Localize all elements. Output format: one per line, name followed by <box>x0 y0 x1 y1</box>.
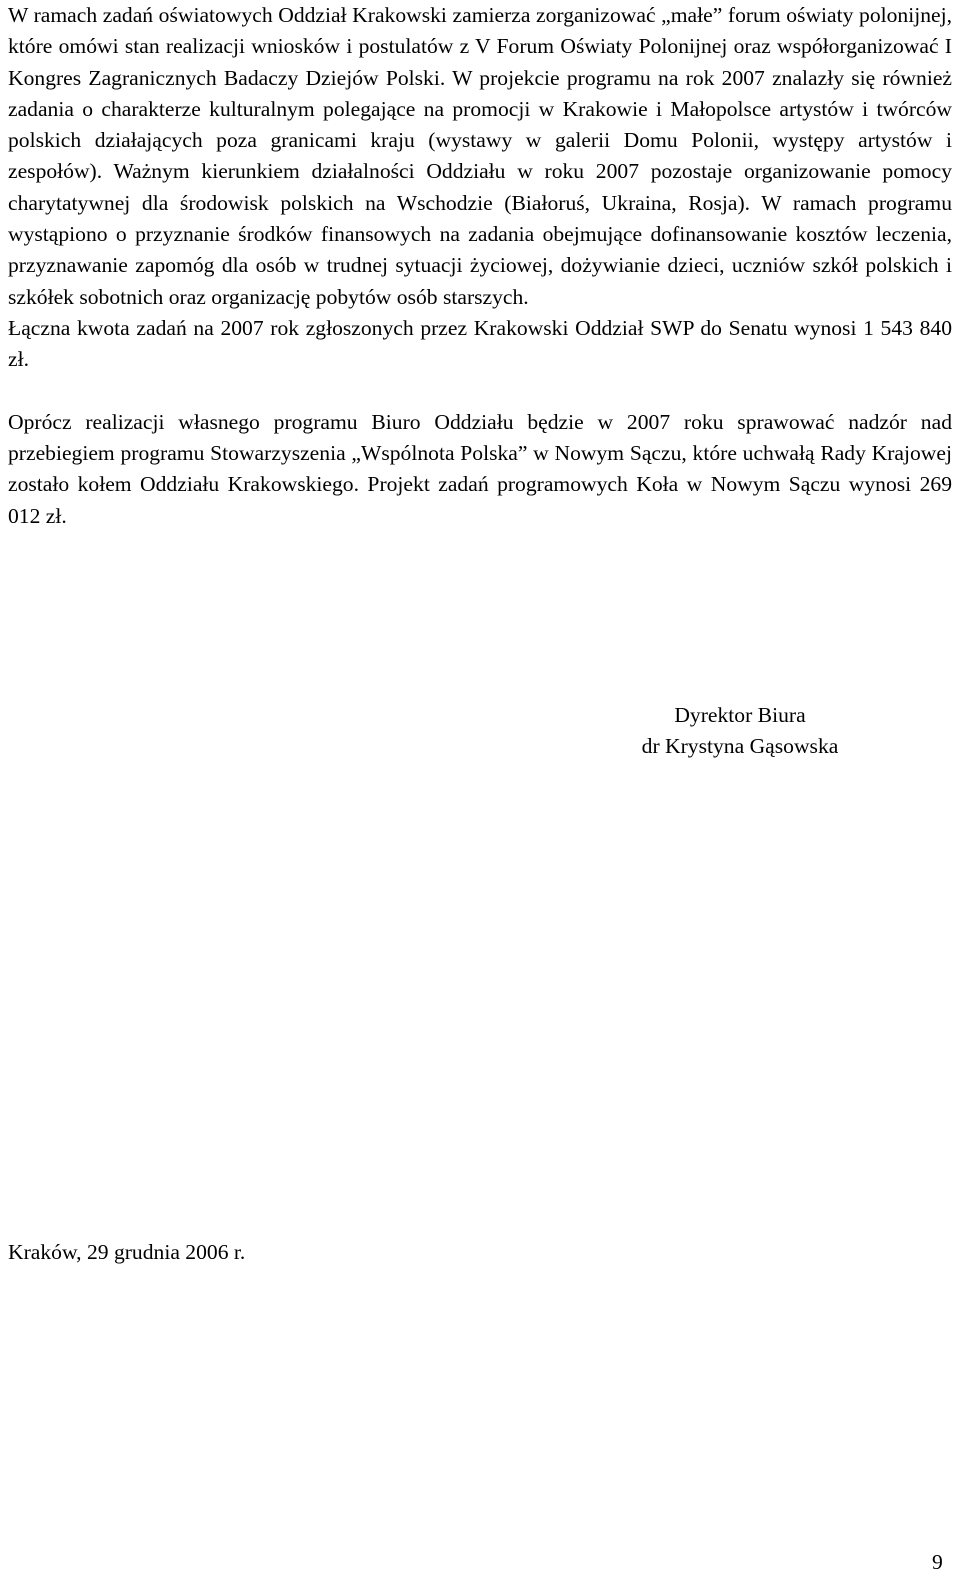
paragraph-educational-tasks: W ramach zadań oświatowych Oddział Krakowski zamierza zorganizować „małe” forum oświaty polonijnej, które omówi stan realizacji wniosków i postulatów z V Forum Oświaty Polonijnej oraz współorganizować I Kongres Zagranicznych Badaczy Dziejów Polski. W projekcie programu na rok 2007 znalazły się również zadania o charakterze kulturalnym polegające na promocji w Krakowie i Małopolsce artystów i twórców polskich działających poza granicami kraju (wystawy w galerii Domu Polonii, występy artystów i zespołów). Ważnym kierunkiem działalności Oddziału w roku 2007 pozostaje organizowanie pomocy charytatywnej dla środowisk polskich na Wschodzie (Białoruś, Ukraina, Rosja). W ramach programu wystąpiono o przyznanie środków finansowych na zadania obejmujące dofinansowanie kosztów leczenia, przyznawanie zapomóg dla osób w trudnej sytuacji życiowej, dożywianie dzieci, uczniów szkół polskich i szkółek sobotnich oraz organizację pobytów osób starszych. <box>8 3 952 309</box>
paragraph-gap <box>8 376 952 407</box>
place-date: Kraków, 29 grudnia 2006 r. <box>8 1240 246 1264</box>
paragraph-supervision: Oprócz realizacji własnego programu Biuro Oddziału będzie w 2007 roku sprawować nadzór nad przebiegiem programu Stowarzyszenia „Wspólnota Polska” w Nowym Sączu, które uchwałą Rady Krajowej zostało kołem Oddziału Krakowskiego. Projekt zadań programowych Koła w Nowym Sączu wynosi 269 012 zł. <box>8 409 952 528</box>
signature-block <box>620 700 860 762</box>
signature-title: Dyrektor Biura <box>674 703 806 727</box>
signature-name: dr Krystyna Gąsowska <box>641 734 839 758</box>
paragraph-total-amount: Łączna kwota zadań na 2007 rok zgłoszonych przez Krakowski Oddział SWP do Senatu wynosi 1 543 840 zł. <box>8 315 952 372</box>
body-text <box>8 0 952 532</box>
page-number: 9 <box>932 1550 943 1574</box>
